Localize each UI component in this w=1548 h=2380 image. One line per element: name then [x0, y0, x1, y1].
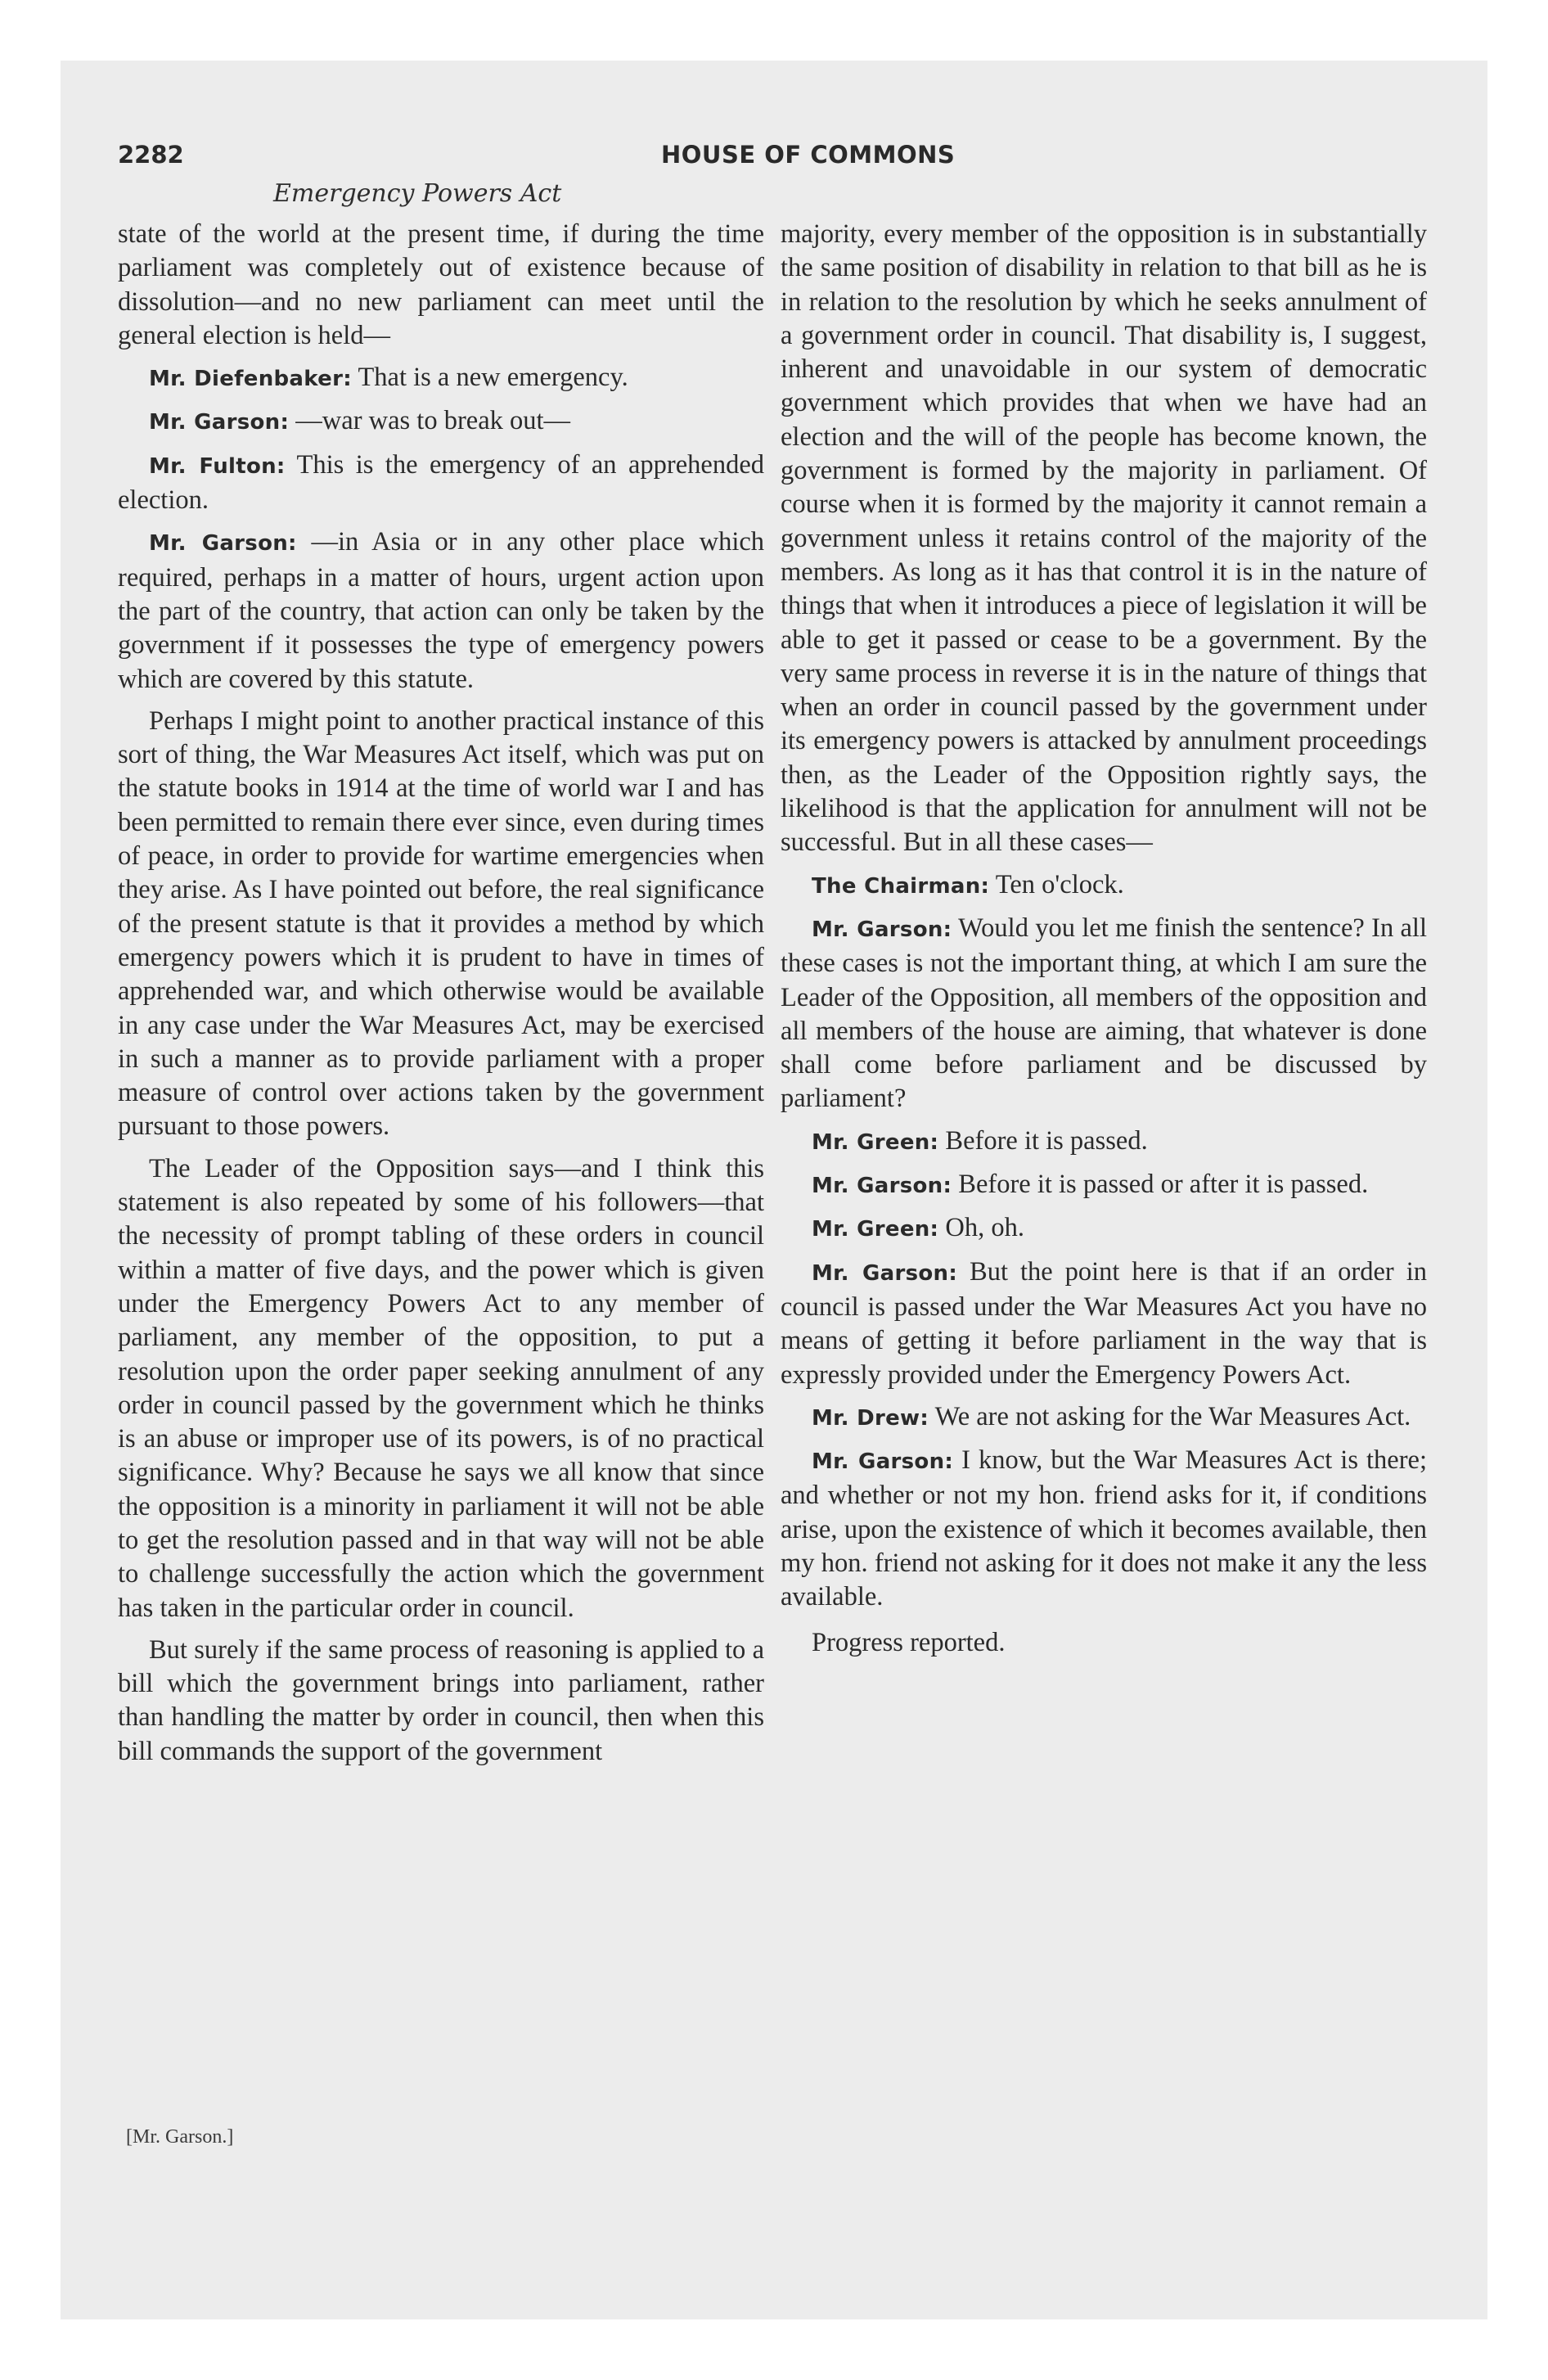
speech: [781, 1168, 1427, 1203]
progress-reported: Progress reported.: [812, 1627, 1006, 1657]
speech: [118, 404, 764, 439]
speaker-name: Mr. Fulton:: [149, 453, 286, 479]
paragraph: state of the world at the present time, if during the time parliament was completely out of existence because of dissolution—and no new parliament can meet until the general election is held—: [118, 219, 764, 350]
speech-text: Before it is passed.: [945, 1125, 1148, 1156]
speech: [781, 868, 1427, 904]
speaker-name: Mr. Drew:: [812, 1405, 929, 1431]
speaker-name: Mr. Green:: [812, 1129, 939, 1155]
speech: [781, 1255, 1427, 1392]
speech-text: Would you let me finish the sentence? In all these cases is not the important thing, at which I am sure the Leader of the Opposition, all members of the opposition and all members of the house are aiming, that whatever is done shall come before parliament and be discussed by parliament?: [781, 913, 1427, 1114]
footer-speaker-tag: [Mr. Garson.]: [126, 2126, 234, 2148]
hansard-page: [61, 61, 1487, 2319]
section-heading: Emergency Powers Act: [273, 179, 562, 208]
speaker-name: Mr. Garson:: [812, 1260, 958, 1286]
speech-text: Before it is passed or after it is passed.: [958, 1170, 1369, 1200]
speaker-name: Mr. Garson:: [812, 1449, 954, 1475]
paragraph: Perhaps I might point to another practical instance of this sort of thing, the War Measures Act itself, which was put on the statute books in 1914 at the time of world war I and has been permitted to remain there ever since, even during times of peace, in order to provide for wartime emergencies when they arise. As I have pointed out before, the real significance of the present statute is that it provides a method by which emergency powers which it is prudent to have in times of apprehended war, and which otherwise would be available in any case under the War Measures Act, may be exercised in such a manner as to provide parliament with a proper measure of control over actions taken by the government pursuant to those powers.: [118, 705, 764, 1142]
speech: [781, 1125, 1427, 1160]
speech: [781, 912, 1427, 1116]
paragraph: The Leader of the Opposition says—and I think this statement is also repeated by some of his followers—that the necessity of prompt tabling of these orders in council within a matter of five days, and the power which is given under the Emergency Powers Act to any member of parliament, any member of the opposition, to put a resolution upon the order paper seeking annulment of any order in council passed by the government which he thinks is an abuse or improper use of its powers, is of no practical significance. Why? Because he says we all know that since the opposition is a minority in parliament it will not be able to get the resolution passed and in that way will not be able to challenge successfully the action which the government has taken in the particular order in council.: [118, 1153, 764, 1623]
speech: [118, 361, 764, 396]
paragraph: majority, every member of the opposition is in substantially the same position of disability in relation to that bill as he is in relation to the resolution by which he seeks annulment of a government order in council. That disability is, I suggest, inherent and unavoidable in our system of democratic government which provides that when we have had an election and the will of the people has become known, the government is formed by the majority in parliament. Of course when it is formed by the majority it cannot remain a government unless it retains control of the majority of the members. As long as it has that control it is in the nature of things that when it introduces a piece of legislation it will be able to get it passed or cease to be a government. By the very same process in reverse it is in the nature of things that when an order in council passed by the government under its emergency powers is attacked by annulment proceedings then, as the Leader of the Opposition rightly says, the likelihood is that the application for annulment will not be successful. But in all these cases—: [781, 219, 1427, 858]
speech: [781, 1400, 1427, 1436]
speaker-name: Mr. Garson:: [812, 917, 952, 942]
speech-text: That is a new emergency.: [358, 363, 628, 393]
speech-text: I know, but the War Measures Act is there; and whether or not my hon. friend asks for it, if conditions arise, upon the existence of which it becomes available, then my hon. friend not asking for it does not make it any the less available.: [781, 1445, 1428, 1612]
speech-text: We are not asking for the War Measures Act.: [934, 1401, 1411, 1431]
right-column: [781, 218, 1427, 1668]
speech-text: —in Asia or in any other place which required, perhaps in a matter of hours, urgent action upon the part of the country, that action can only be taken by the government if it possesses the type of emergency powers which are covered by this statute.: [118, 527, 765, 694]
speaker-name: Mr. Green:: [812, 1217, 939, 1242]
speech: [118, 449, 764, 518]
speech-text: Oh, oh.: [945, 1213, 1024, 1243]
speech-text: Ten o'clock.: [995, 869, 1124, 899]
speaker-name: Mr. Diefenbaker:: [149, 367, 352, 392]
speech: [781, 1444, 1427, 1614]
speech-text: This is the emergency of an apprehended election.: [118, 449, 764, 516]
page-number: 2282: [118, 141, 184, 169]
speaker-name: Mr. Garson:: [149, 410, 290, 435]
speech-text: —war was to break out—: [295, 406, 571, 436]
paragraph: But surely if the same process of reasoning is applied to a bill which the government brings into parliament, rather than handling the matter by order in council, then when this bill commands the support of the government: [118, 1634, 764, 1766]
speech: [781, 1211, 1427, 1246]
journal-title: HOUSE OF COMMONS: [661, 141, 956, 169]
running-head: [118, 141, 1018, 182]
speaker-name: The Chairman:: [812, 873, 990, 899]
speaker-name: Mr. Garson:: [149, 531, 297, 557]
speaker-name: Mr. Garson:: [812, 1174, 952, 1199]
left-column: [118, 218, 764, 1777]
speech: [118, 525, 764, 696]
speech-text: But the point here is that if an order in council is passed under the War Measures Act you have no means of getting it before parliament in the way that is expressly provided under the Emergency Powers Act.: [781, 1256, 1428, 1390]
